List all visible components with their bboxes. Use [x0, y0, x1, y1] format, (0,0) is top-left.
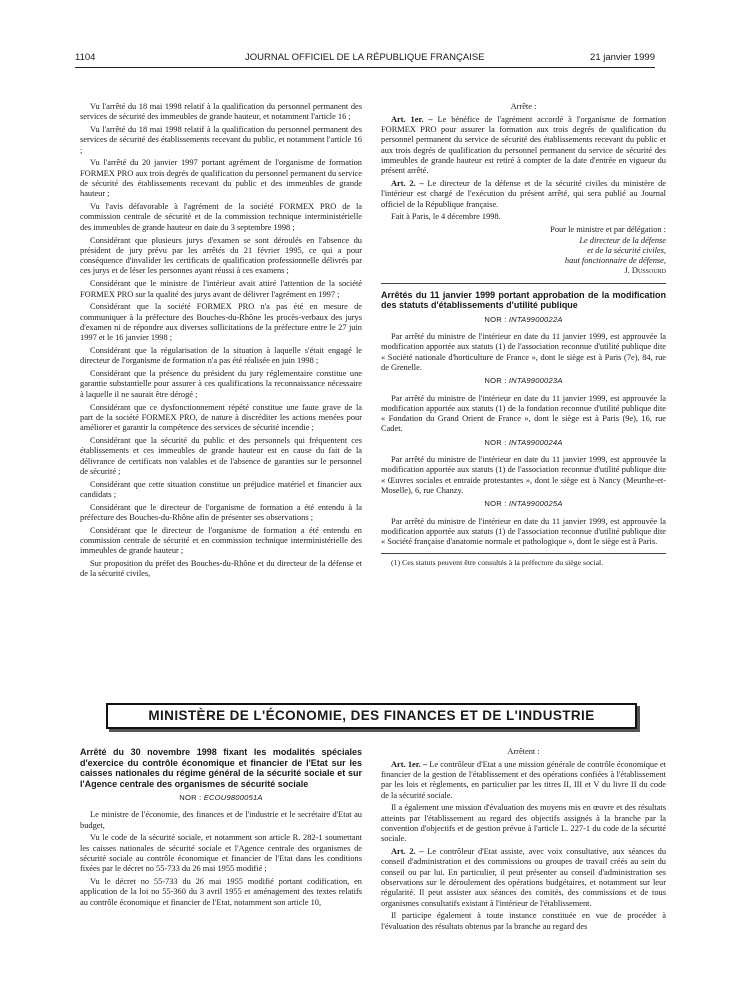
- visa-paragraph: Vu l'arrêté du 18 mai 1998 relatif à la qualification du personnel permanent des services de sécurité des immeubles de grande hauteur, et notamment l'article 16 ;: [80, 102, 362, 122]
- article-label: Art. 1er. –: [391, 114, 433, 124]
- nor-reference: NOR : INTA9900024A: [484, 437, 563, 447]
- considerant-paragraph: Considérant que le directeur de l'organisme de formation a été entendu en commission centrale de sécurité et en commission technique interministérielle des immeubles de grande hauteur ;: [80, 525, 362, 556]
- page-number: 1104: [75, 52, 96, 63]
- arretent-heading: Arrêtent :: [507, 747, 540, 756]
- signatory-name: J. Dussourd: [624, 266, 666, 276]
- signature-date: Fait à Paris, le 4 décembre 1998.: [391, 212, 501, 222]
- considerant-paragraph: Considérant que le ministre de l'intérieur avait attiré l'attention de la société FORMEX PRO sur la qualité des jurys avant de délivrer l'agrément en 1997 ;: [80, 279, 362, 299]
- decree-text: Par arrêté du ministre de l'intérieur en date du 11 janvier 1999, est approuvée la modification apportée aux statuts (1) de l'association reconnue d'utilité publique dite « Société nationale d'horticulture de France », dont le siège est à Paris (7e), 84, rue de Grenelle.: [381, 332, 666, 372]
- nor-reference: NOR : INTA9900025A: [484, 499, 563, 509]
- article-2: [381, 179, 666, 210]
- footnote-divider: [381, 553, 666, 554]
- issue-date: 21 janvier 1999: [590, 52, 655, 63]
- decree-text: Par arrêté du ministre de l'intérieur en date du 11 janvier 1999, est approuvée la modification apportée aux statuts (1) de l'association reconnue d'utilité publique dite « Œuvres sociales et entraide protestantes », dont le siège est à Nancy (Meurthe-et-Moselle), 6, rue Chanzy.: [381, 455, 666, 495]
- visa-paragraph: Vu le décret no 55-733 du 26 mai 1955 modifié portant codification, en application de la loi no 55-360 du 3 avril 1955 et aménagement des textes relatifs au contrôle économique et financier de l'Etat, notamment son article 10,: [80, 877, 362, 907]
- bottom-left-column: [80, 747, 362, 910]
- considerant-paragraph: Considérant que la sécurité du public et des personnels qui fréquentent ces établissements et ces immeubles de grande hauteur est en cause du fait de la délivrance de certificats non valables et de l'absence de garanties sur le personnel de sécurité ;: [80, 435, 362, 476]
- nor-reference: NOR : ECOU9800051A: [179, 793, 263, 802]
- signature-line: haut fonctionnaire de défense,: [564, 256, 666, 266]
- considerant-paragraph: Considérant que ce dysfonctionnement répété constitue une faute grave de la part de la société FORMEX PRO, de nature à discréditer les actions menées pour améliorer et garantir la compétence des services de sécurité incendie ;: [80, 402, 362, 433]
- considerant-paragraph: Considérant que le directeur de l'organisme de formation a été entendu à la préfecture des Bouches-du-Rhône afin de présenter ses observations ;: [80, 502, 362, 522]
- signature-line: Pour le ministre et par délégation :: [550, 225, 666, 235]
- article-2-paragraph-2: Il participe également à toute instance constituée en vue de procéder à l'évaluation des résultats obtenus par la branche au regard des: [381, 911, 666, 931]
- considerant-paragraph: Considérant que cette situation constitue un préjudice matériel et financier aux candidats ;: [80, 479, 362, 499]
- visa-paragraph: Vu l'arrêté du 18 mai 1998 relatif à la qualification du personnel permanent des services de sécurité des établissements recevant du public, et notamment l'article 16 ;: [80, 125, 362, 155]
- article-1: [381, 115, 666, 177]
- section-divider: [381, 283, 666, 284]
- considerant-paragraph: Considérant que la régularisation de la situation à laquelle s'était engagé le directeur de l'organisme de formation n'a pas été réalisée en juin 1998 ;: [80, 346, 362, 366]
- considerant-paragraph: Considérant que la société FORMEX PRO n'a pas été en mesure de communiquer à la préfecture des Bouches-du-Rhône les procès-verbaux des jurys d'examen ni de répondre aux diverses sollicitations de la préfecture entre le 27 juin 1997 et le 16 janvier 1998 ;: [80, 302, 362, 343]
- bottom-right-column: [381, 747, 666, 935]
- article-label: Art. 1er. –: [391, 759, 428, 769]
- article-1: [381, 760, 666, 801]
- article-text: Le contrôleur d'Etat a une mission générale de contrôle économique et financier de la gestion de l'établissement et des opérations confiées à l'établissement par les lois et règlements, en particulier par les titres II, III et V du livre II du code de la sécurité sociale.: [381, 759, 666, 800]
- considerant-paragraph: Considérant que plusieurs jurys d'examen se sont déroulés en l'absence du président de jury prévu par les arrêtés du 21 février 1995, ce qui a pour conséquence d'invalider les certificats de qualification professionnelle délivrés par ces jurys et de léser les personnes ayant réussi à ces examens ;: [80, 235, 362, 276]
- top-right-column: [381, 102, 666, 571]
- article-text: Le bénéfice de l'agrément accordé à l'organisme de formation FORMEX PRO pour assurer la formation aux trois degrés de qualification du personnel permanent du service de sécurité des établissements recevant du public et aux trois degrés de qualification du personnel permanent du service de sécurité des immeubles de grande hauteur est retiré à compter de la date d'entrée en vigueur du présent arrêté.: [381, 114, 667, 176]
- article-text: Le contrôleur d'Etat assiste, avec voix consultative, aux séances du conseil d'administration et des commissions ou groupes de travail créés au sein du conseil ou par lui. En particulier, il peut présenter au conseil d'administration ses observations sur le déroulement des opérations budgétaires, et notamment sur leur régularité. Il peut assister aux séances des comités, des commissions et de tous organismes consultatifs existant à l'intérieur de l'établissement.: [381, 847, 667, 908]
- section-title: Arrêtés du 11 janvier 1999 portant approbation de la modification des statuts d'établissements d'utilité publique: [381, 289, 666, 311]
- article-2: [381, 847, 666, 909]
- ministry-banner: MINISTÈRE DE L'ÉCONOMIE, DES FINANCES ET DE L'INDUSTRIE: [106, 703, 637, 729]
- proposition-paragraph: Sur proposition du préfet des Bouches-du-Rhône et du directeur de la défense et de la sécurité civiles,: [80, 559, 362, 579]
- article-label: Art. 2. –: [391, 847, 424, 857]
- visa-paragraph: Vu l'avis défavorable à l'agrément de la société FORMEX PRO de la commission centrale de sécurité et de la commission technique interministérielle des immeubles de grande hauteur en date du 3 septembre 1998 ;: [80, 202, 362, 232]
- decree-title: Arrêté du 30 novembre 1998 fixant les modalités spéciales d'exercice du contrôle économique et financier de l'Etat sur les caisses nationales du régime général de la sécurité sociale et sur l'Agence centrale des organismes de sécurité sociale: [80, 747, 362, 789]
- nor-reference: NOR : INTA9900022A: [484, 314, 563, 324]
- visa-paragraph: Vu l'arrêté du 20 janvier 1997 portant agrément de l'organisme de formation FORMEX PRO aux trois degrés de qualification du personnel permanent du service de sécurité des établissements recevant du public et des immeubles de grande hauteur ;: [80, 158, 362, 199]
- decree-text: Par arrêté du ministre de l'intérieur en date du 11 janvier 1999, est approuvée la modification apportée aux statuts (1) de l'association reconnue d'utilité publique dite « Société française d'anatomie normale et pathologique », dont le siège est à Paris.: [381, 516, 666, 547]
- preamble-paragraph: Le ministre de l'économie, des finances et de l'industrie et le secrétaire d'Etat au budget,: [80, 810, 362, 830]
- page-header: [75, 52, 655, 66]
- header-rule: [75, 67, 655, 68]
- article-label: Art. 2. –: [391, 179, 424, 189]
- decree-text: Par arrêté du ministre de l'intérieur en date du 11 janvier 1999, est approuvée la modification apportée aux statuts (1) de la fondation reconnue d'utilité publique dite « Fondation du Grand Orient de France », dont le siège est à Paris (9e), 16, rue Cadet.: [381, 393, 666, 434]
- visa-paragraph: Vu le code de la sécurité sociale, et notamment son article R. 282-1 soumettant les caisses nationales de sécurité sociale et l'Agence centrale des organismes de sécurité sociale au contrôle économique et financier de l'Etat dans les conditions fixées par le décret no 55-733 du 26 mai 1955 modifié ;: [80, 833, 362, 874]
- signature-line: et de la sécurité civiles,: [587, 245, 666, 255]
- considerant-paragraph: Considérant que la présence du président du jury réglementaire constitue une garantie substantielle pour assurer à ces qualifications la reconnaissance nécessaire à laquelle il ne saurait être dérogé ;: [80, 369, 362, 399]
- article-text: Le directeur de la défense et de la sécurité civiles du ministère de l'intérieur est chargé de l'exécution du présent arrêté, qui sera publié au Journal officiel de la République française.: [381, 179, 666, 209]
- arrete-heading: Arrête :: [510, 102, 537, 111]
- footnote: (1) Ces statuts peuvent être consultés à la préfecture du siège social.: [391, 558, 604, 568]
- top-left-column: [80, 102, 362, 582]
- signature-line: Le directeur de la défense: [579, 235, 666, 245]
- nor-reference: NOR : INTA9900023A: [484, 376, 563, 386]
- journal-title: JOURNAL OFFICIEL DE LA RÉPUBLIQUE FRANÇAISE: [245, 52, 485, 63]
- article-1-paragraph-2: Il a également une mission d'évaluation des moyens mis en œuvre et des résultats atteints par l'établissement au regard des objectifs assignés à la branche par la convention d'objectifs et de gestion prévue à l'article L. 227-1 du code de la sécurité sociale.: [381, 803, 666, 844]
